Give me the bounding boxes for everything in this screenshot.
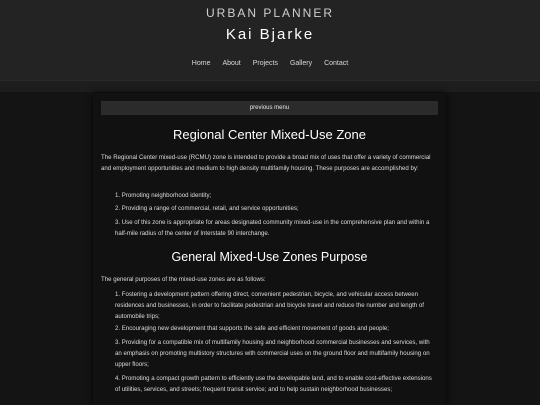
site-tagline: URBAN PLANNER [205,6,335,20]
section-intro: The Regional Center mixed-use (RCMU) zone is intended to provide a broad mix of uses that offer a variety of commercial and employment opportunities and medium to high density multifamily housing. These purposes are accomplished by: [101,154,431,173]
previous-menu-button[interactable]: previous menu [101,101,438,115]
list-item: 4. Promoting a compact growth pattern to efficiently use the developable land, and to enable cost-effective extensions of utilities, services, and streets; frequent transit service; and to help sustain neighborhood businesses; [115,375,432,394]
list-item: 1. Fostering a development pattern offering direct, convenient pedestrian, bicycle, and vehicular access between residences and businesses, in order to facilitate pedestrian and bicycle travel and reduce the number and length of automobile trips; [115,291,424,321]
site-header [0,0,540,80]
list-item: 3. Use of this zone is appropriate for areas designated community mixed-use in the comprehensive plan and within a half-mile radius of the center of Interstate 90 interchange. [115,219,430,238]
section-intro: The general purposes of the mixed-use zones are as follows: [101,276,266,283]
main-nav [0,60,540,67]
nav-contact[interactable]: Contact [324,60,349,67]
main-content [93,93,446,405]
list-item: 2. Encouraging new development that supports the safe and efficient movement of goods and people; [115,325,389,332]
nav-gallery[interactable]: Gallery [289,60,313,67]
section-title-regional-center: Regional Center Mixed-Use Zone [173,127,366,142]
site-name[interactable]: Kai Bjarke [225,26,315,43]
nav-about[interactable]: About [222,60,241,67]
nav-home[interactable]: Home [191,60,211,67]
section-title-general-purpose: General Mixed-Use Zones Purpose [171,250,368,264]
list-item: 3. Providing for a compatible mix of multifamily housing and neighborhood commercial businesses and services, with an emphasis on promoting multistory structures with commercial uses on the ground floor and multifamily housing on upper floors; [115,339,430,369]
nav-projects[interactable]: Projects [252,60,278,67]
list-item: 1. Promoting neighborhood identity; [115,192,212,199]
list-item: 2. Providing a range of commercial, retail, and service opportunities; [115,205,299,212]
nav-divider [0,80,540,92]
